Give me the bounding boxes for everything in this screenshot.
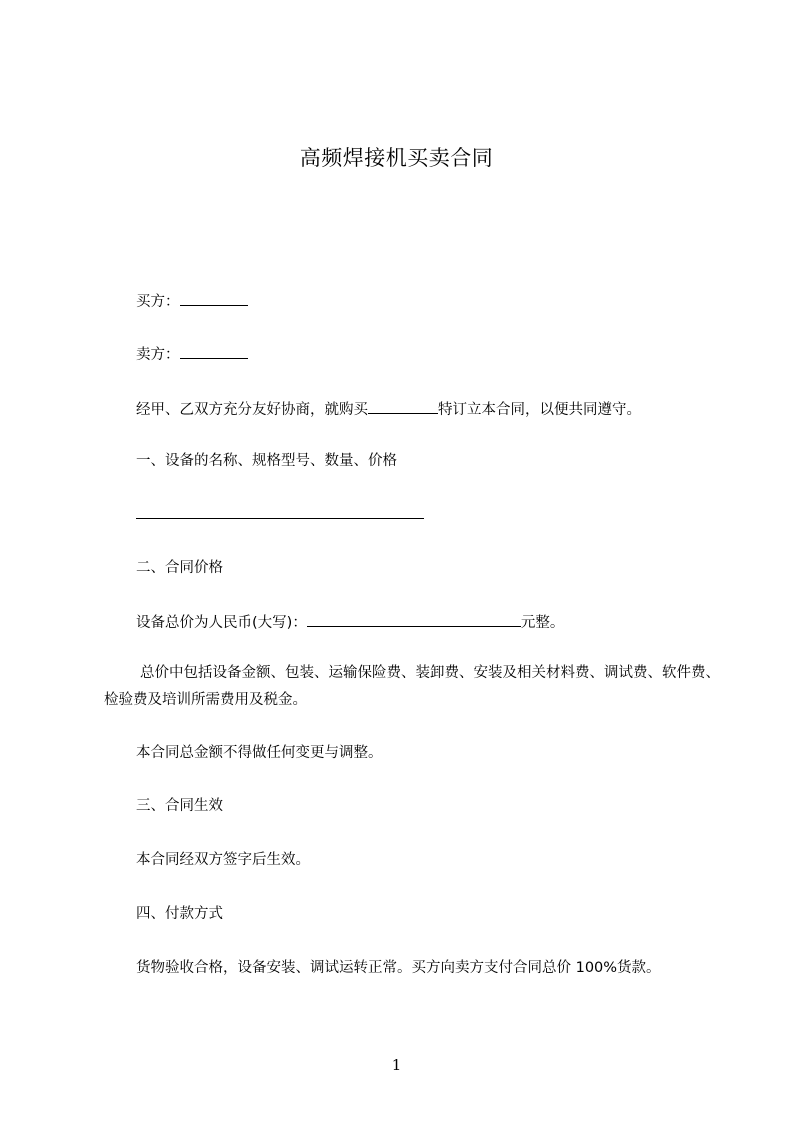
effective-text: 本合同经双方签字后生效。 bbox=[136, 852, 310, 868]
intro-line bbox=[136, 399, 641, 420]
product-blank[interactable] bbox=[368, 399, 438, 414]
price-suffix: 元整。 bbox=[520, 615, 565, 631]
equipment-details-blank[interactable] bbox=[136, 518, 424, 519]
section2-heading: 二、合同价格 bbox=[136, 560, 223, 576]
price-fixed-text: 本合同总金额不得做任何变更与调整。 bbox=[136, 745, 383, 761]
intro-after: 特订立本合同，以便共同遵守。 bbox=[438, 402, 641, 418]
page-title: 高频焊接机买卖合同 bbox=[299, 146, 494, 170]
intro-before: 经甲、乙双方充分友好协商，就购买 bbox=[136, 402, 368, 418]
seller-label: 卖方： bbox=[136, 347, 180, 363]
price-line bbox=[136, 612, 564, 633]
price-blank[interactable] bbox=[307, 612, 521, 627]
buyer-blank[interactable] bbox=[180, 291, 248, 306]
seller-blank[interactable] bbox=[180, 344, 248, 359]
section1-heading: 一、设备的名称、规格型号、数量、价格 bbox=[136, 453, 397, 469]
price-includes-paragraph: 总价中包括设备金额、包装、运输保险费、装卸费、安装及相关材料费、调试费、软件费、检验费及培训所需费用及税金。 bbox=[104, 665, 720, 708]
section4-heading: 四、付款方式 bbox=[136, 906, 223, 922]
buyer-label: 买方： bbox=[136, 294, 180, 310]
buyer-line bbox=[136, 291, 248, 312]
seller-line bbox=[136, 344, 248, 365]
section3-heading: 三、合同生效 bbox=[136, 798, 223, 814]
page-number: 1 bbox=[391, 1056, 402, 1074]
payment-text: 货物验收合格，设备安装、调试运转正常。买方向卖方支付合同总价 100%货款。 bbox=[136, 960, 661, 976]
price-label: 设备总价为人民币(大写)： bbox=[136, 615, 307, 631]
